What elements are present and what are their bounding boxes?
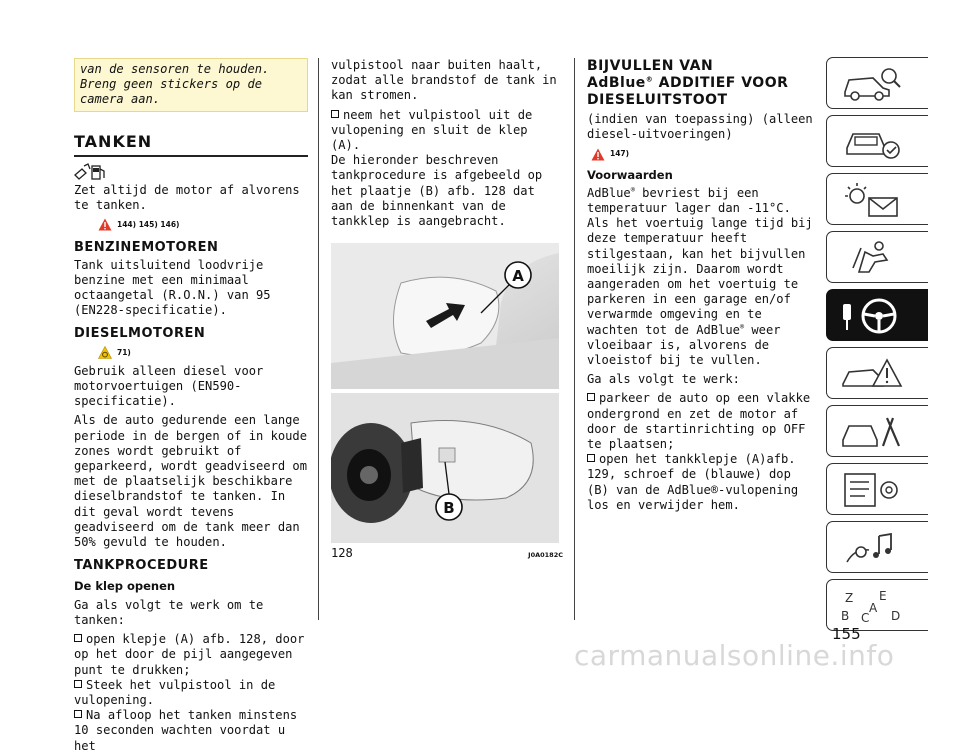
tab-car-dashboard[interactable]	[826, 57, 928, 109]
tab-warning-lights[interactable]	[826, 173, 928, 225]
tab-emergency[interactable]	[826, 347, 928, 399]
column-divider	[318, 58, 319, 620]
tab-starting-driving[interactable]	[826, 289, 928, 341]
heading-refuelling-procedure: TANKPROCEDURE	[74, 558, 209, 574]
car-dashboard-info-icon	[839, 64, 909, 104]
figure-128	[331, 243, 559, 543]
procedure-intro: Ga als volgt te werk:	[587, 372, 740, 387]
adblue-freeze-text: AdBlue® bevriest bij een temperatuur lager dan -11°C. Als het voertuig lange tijd bij deze temperatuur heeft stilgestaan, kan het bijvullen moeilijk zijn. Daarom wordt aangeraden om het voertuig te parkeren in een garage en/of verwarmde omgeving en te wachten tot de AdBlue® weer vloeibaar is, alvorens de vloeistof bij te vullen.	[587, 185, 813, 368]
figure-number: 128	[331, 546, 353, 561]
label-b: B	[443, 499, 455, 518]
column-divider	[574, 58, 575, 620]
technical-data-icon	[839, 470, 909, 510]
warning-references: 144) 145) 146)	[117, 220, 180, 230]
warning-refs-3	[591, 146, 819, 161]
diesel-text-2: Als de auto gedurende een lange periode in de bergen of in koude zones wordt gebruikt of geparkeerd, wordt geadviseerd om met de plaatselijk beschikbare dieselbrandstof te tanken. In dit geval wordt tevens geadviseerd om de tank meer dan 50% gevuld te houden.	[74, 413, 307, 550]
fuel-pump-icon	[74, 163, 308, 181]
column-1	[74, 58, 308, 754]
heading-open-flap: De klep openen	[74, 579, 176, 594]
figure-caption	[331, 546, 563, 563]
page-number: 155	[832, 625, 861, 643]
warning-references: 147)	[610, 149, 630, 159]
petrol-text: Tank uitsluitend loodvrije benzine met een minimaal octaangetal (R.O.N.) van 95 (EN228-specificatie).	[74, 257, 271, 318]
procedure-description: De hieronder beschreven tankprocedure is afgebeeld op het plaatje (B) afb. 128 dat aan de binnenkant van de tankklep is aangebracht.	[331, 153, 543, 229]
svg-text:C: C	[861, 611, 870, 625]
bullet-box-icon	[587, 393, 595, 401]
svg-text:D: D	[891, 609, 901, 623]
caution-refs	[98, 345, 308, 360]
caution-triangle-icon	[98, 346, 112, 359]
tab-technical-data[interactable]	[826, 463, 928, 515]
bullet-box-icon	[74, 680, 82, 688]
continued-text: vulpistool naar buiten haalt, zodat alle brandstof de tank in kan stromen.	[331, 58, 557, 103]
fuel-flap-photo	[331, 243, 559, 543]
key-steering-wheel-icon	[839, 296, 909, 336]
seat-airbag-icon	[839, 238, 909, 278]
watermark: carmanualsonline.info	[574, 639, 895, 672]
heading-adblue: BIJVULLEN VAN AdBlue® ADDITIEF VOOR DIESELUITSTOOT	[587, 58, 789, 108]
bullet-box-icon	[74, 634, 82, 642]
list-item: Steek het vulpistool in de vulopening.	[74, 677, 276, 707]
column-2	[331, 58, 563, 563]
emergency-car-icon	[839, 354, 909, 394]
figure-code: J0A0182C	[528, 551, 563, 560]
car-maintenance-icon	[839, 412, 909, 452]
sensor-note: van de sensoren te houden. Breng geen stickers op de camera aan.	[74, 58, 308, 112]
heading-conditions: Voorwaarden	[587, 167, 673, 182]
engine-off-text: Zet altijd de motor af alvorens te tanken.	[74, 182, 300, 213]
diesel-text-1: Gebruik alleen diesel voor motorvoertuigen (EN590-specificatie).	[74, 363, 264, 409]
svg-text:E: E	[879, 589, 887, 603]
car-safety-icon	[839, 122, 909, 162]
svg-text:A: A	[869, 601, 878, 615]
caution-references: 71)	[117, 347, 131, 357]
svg-text:B: B	[841, 609, 850, 623]
bullet-box-icon	[331, 110, 339, 118]
warning-lights-messages-icon	[839, 180, 909, 220]
tab-maintenance[interactable]	[826, 405, 928, 457]
multimedia-icon	[839, 528, 909, 568]
bullet-box-icon	[74, 710, 82, 718]
list-item: Na afloop het tanken minstens 10 seconden wachten voordat u het	[74, 708, 298, 753]
tab-seats-airbag[interactable]	[826, 231, 928, 283]
svg-text:Z: Z	[845, 591, 854, 605]
procedure-intro: Ga als volgt te werk om te tanken:	[74, 597, 264, 627]
alphabetical-index-icon	[839, 586, 909, 626]
heading-diesel-engines: DIESELMOTOREN	[74, 326, 206, 342]
warning-triangle-icon	[98, 218, 112, 231]
tab-multimedia[interactable]	[826, 521, 928, 573]
tab-index[interactable]	[826, 579, 928, 631]
warning-refs-1	[98, 217, 308, 232]
tab-car-safety[interactable]	[826, 115, 928, 167]
section-title-tanken: TANKEN	[74, 134, 308, 157]
column-3	[587, 58, 819, 513]
list-item: neem het vulpistool uit de vulopening en sluit de klep (A).	[331, 107, 533, 153]
list-item: open klepje (A) afb. 128, door op het door de pijl aangegeven punt te drukken;	[74, 632, 305, 677]
applicability-note: (indien van toepassing) (alleen diesel-uitvoeringen)	[587, 112, 813, 142]
heading-petrol-engines: BENZINEMOTOREN	[74, 240, 219, 256]
warning-triangle-icon	[591, 148, 605, 161]
list-item: open het tankklepje (A)afb. 129, schroef de (blauwe) dop (B) van de AdBlue®-vulopening los en verwijder hem.	[587, 452, 799, 512]
list-item: parkeer de auto op een vlakke ondergrond en zet de motor af door de startinrichting op OFF te plaatsen;	[587, 391, 811, 452]
label-a: A	[512, 267, 524, 286]
bullet-box-icon	[587, 454, 595, 462]
